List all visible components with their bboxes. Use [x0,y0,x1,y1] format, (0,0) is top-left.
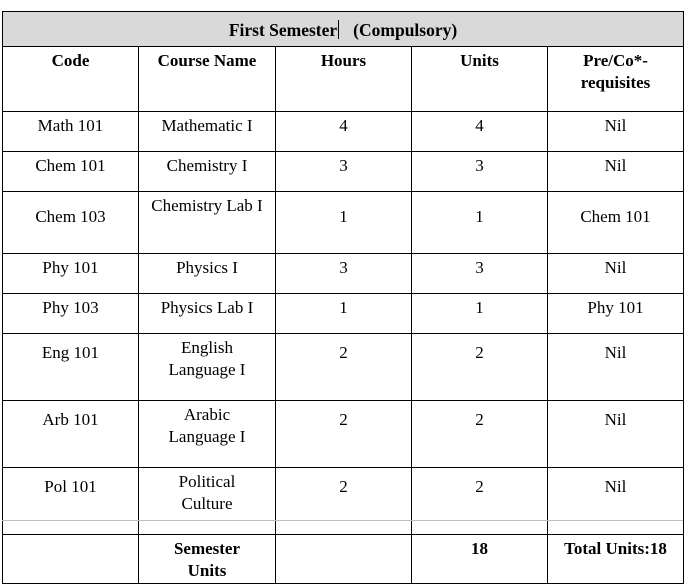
cell-semester-units-label: Semester Units [139,535,276,584]
table-title-row [3,12,684,47]
cell-empty [3,535,139,584]
cell-units: 3 [412,152,548,192]
cell-prereq: Nil [548,112,684,152]
header-prereq: Pre/Co*-requisites [548,47,684,112]
table-row [3,401,684,468]
title-semester: First Semester [228,20,338,40]
cell-units: 2 [412,401,548,468]
cell-hours: 3 [276,254,412,294]
table-row [3,294,684,334]
header-units: Units [412,47,548,112]
cell-hours: 2 [276,334,412,401]
cell-code: Eng 101 [3,334,139,401]
cell-prereq: Nil [548,152,684,192]
cell-code: Pol 101 [3,468,139,535]
cell-hours: 2 [276,468,412,535]
cell-code: Phy 103 [3,294,139,334]
cell-course-name: Physics Lab I [139,294,276,334]
table-row [3,152,684,192]
cell-hours: 1 [276,294,412,334]
cell-prereq: Phy 101 [548,294,684,334]
cell-hours: 3 [276,152,412,192]
header-hours: Hours [276,47,412,112]
cell-prereq: Nil [548,254,684,294]
cell-semester-units-value: 18 [412,535,548,584]
table-title [3,12,684,47]
total-row [3,535,684,584]
cell-course-name: Chemistry I [139,152,276,192]
cell-units: 1 [412,294,548,334]
cell-prereq: Nil [548,401,684,468]
cell-course-name: Physics I [139,254,276,294]
cell-units: 2 [412,334,548,401]
cell-units: 1 [412,192,548,254]
cell-prereq: Nil [548,334,684,401]
header-code: Code [3,47,139,112]
cell-course-name: Political Culture [139,468,276,535]
table-row [3,468,684,535]
cell-course-name: Arabic Language I [139,401,276,468]
cell-hours: 4 [276,112,412,152]
cell-code: Phy 101 [3,254,139,294]
cell-units: 3 [412,254,548,294]
cell-hours: 2 [276,401,412,468]
cell-prereq: Chem 101 [548,192,684,254]
course-table [2,11,684,584]
page-divider [2,520,683,521]
text-cursor [338,20,339,39]
cell-code: Arb 101 [3,401,139,468]
cell-course-name: English Language I [139,334,276,401]
header-row [3,47,684,112]
table-row [3,254,684,294]
cell-hours: 1 [276,192,412,254]
table-row [3,192,684,254]
cell-units: 2 [412,468,548,535]
cell-prereq: Nil [548,468,684,535]
cell-units: 4 [412,112,548,152]
cell-total-units: Total Units:18 [548,535,684,584]
table-row [3,334,684,401]
header-course-name: Course Name [139,47,276,112]
cell-course-name: Mathematic I [139,112,276,152]
cell-code: Math 101 [3,112,139,152]
title-compulsory: (Compulsory) [353,20,458,40]
table-row [3,112,684,152]
cell-course-name: Chemistry Lab I [139,192,276,254]
cell-code: Chem 103 [3,192,139,254]
cell-code: Chem 101 [3,152,139,192]
cell-empty [276,535,412,584]
